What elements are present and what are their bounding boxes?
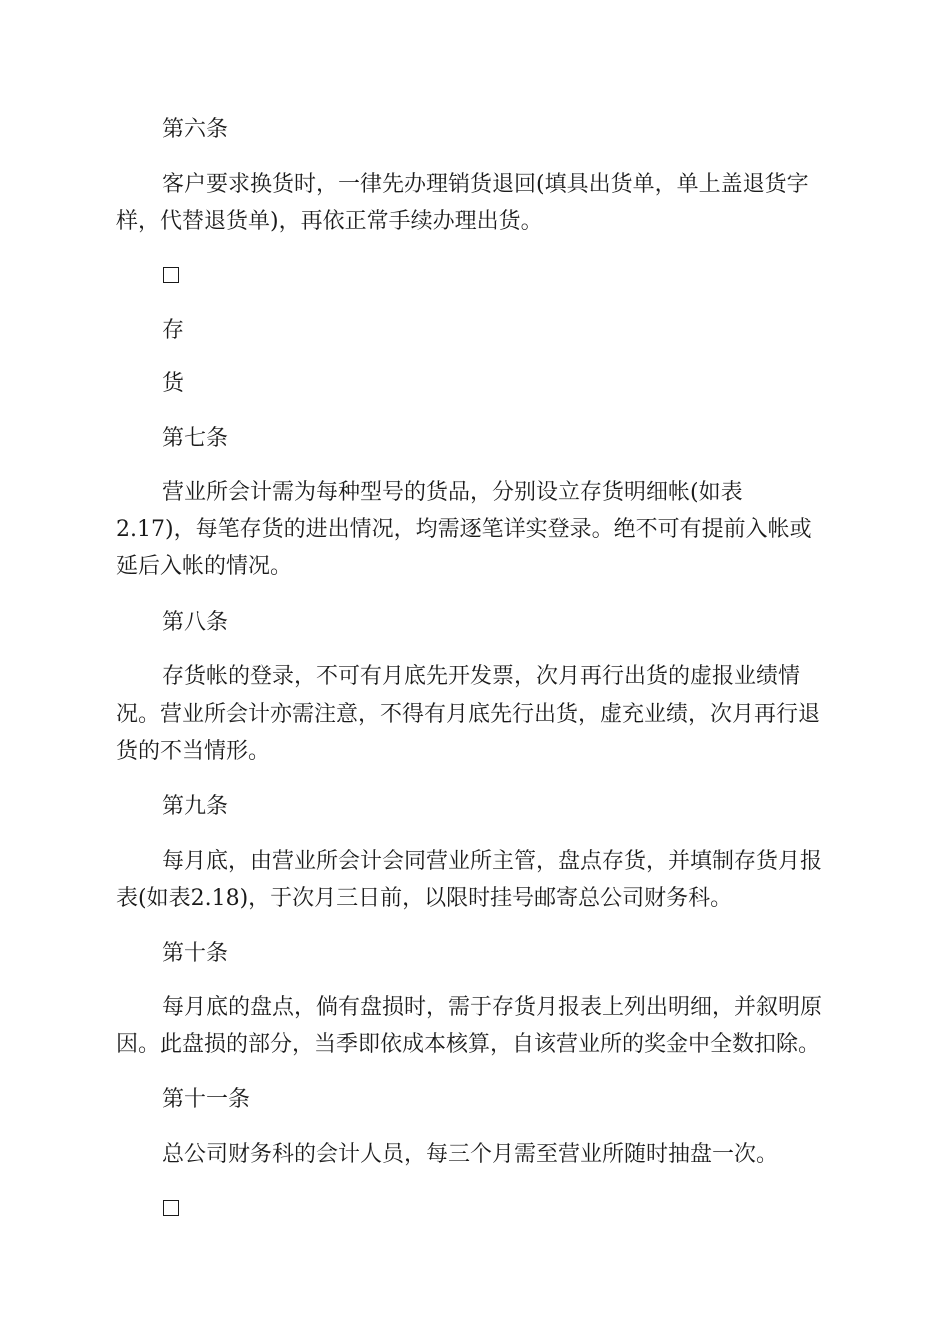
article-7-line-3: 延后入帐的情况。	[116, 554, 293, 579]
article-10-line-1: 每月底的盘点，倘有盘损时，需于存货月报表上列出明细，并叙明原	[162, 995, 823, 1020]
article-7-heading: 第七条	[162, 426, 229, 451]
article-11-heading: 第十一条	[162, 1087, 251, 1112]
article-8-line-2: 况。营业所会计亦需注意，不得有月底先行出货，虚充业绩，次月再行退	[116, 702, 821, 727]
article-10-line-2: 因。此盘损的部分，当季即依成本核算，自该营业所的奖金中全数扣除。	[116, 1032, 821, 1057]
article-9-line-2: 表(如表2.18)，于次月三日前，以限时挂号邮寄总公司财务科。	[116, 886, 733, 911]
article-6-line-1: 客户要求换货时，一律先办理销货退回(填具出货单，单上盖退货字	[162, 172, 809, 197]
article-6-heading: 第六条	[162, 117, 229, 142]
checkbox-glyph	[163, 267, 179, 283]
article-7-line-1: 营业所会计需为每种型号的货品，分别设立存货明细帐(如表	[162, 480, 743, 505]
section-title-char-1: 存	[162, 318, 185, 343]
article-6-line-2: 样，代替退货单)，再依正常手续办理出货。	[116, 209, 543, 234]
article-9-heading: 第九条	[162, 794, 229, 819]
article-11-line-1: 总公司财务科的会计人员，每三个月需至营业所随时抽盘一次。	[162, 1142, 779, 1167]
article-8-heading: 第八条	[162, 610, 229, 635]
article-8-line-1: 存货帐的登录，不可有月底先开发票，次月再行出货的虚报业绩情	[162, 664, 801, 689]
article-8-line-3: 货的不当情形。	[116, 739, 271, 764]
article-7-line-2: 2.17)，每笔存货的进出情况，均需逐笔详实登录。绝不可有提前入帐或	[116, 517, 812, 542]
article-9-line-1: 每月底，由营业所会计会同营业所主管，盘点存货，并填制存货月报	[162, 849, 823, 874]
checkbox-glyph	[163, 1200, 179, 1216]
section-title-char-2: 货	[162, 371, 185, 396]
article-10-heading: 第十条	[162, 941, 229, 966]
